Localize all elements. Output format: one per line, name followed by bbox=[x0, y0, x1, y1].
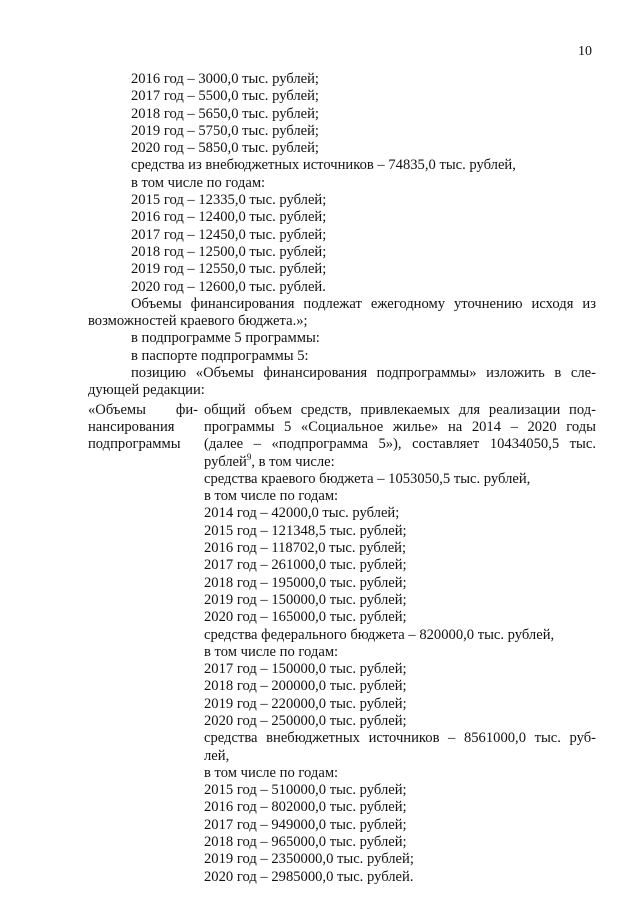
list-item: в том числе по годам: bbox=[131, 174, 266, 191]
label-word: фи- bbox=[175, 401, 198, 418]
list-item: 2017 год – 261000,0 тыс. рублей; bbox=[204, 557, 407, 574]
footnote-marker: 9 bbox=[246, 451, 252, 462]
list-item: 2020 год – 250000,0 тыс. рублей; bbox=[204, 712, 407, 729]
paragraph-line: позицию «Объемы финансирования подпрограммы» изложить в сле- bbox=[131, 365, 596, 382]
list-item: 2016 год – 12400,0 тыс. рублей; bbox=[131, 209, 327, 226]
document-body bbox=[88, 71, 596, 886]
paragraph-line: возможностей краевого бюджета.»; bbox=[88, 313, 308, 330]
paragraph-line: общий объем средств, привлекаемых для реализации под- bbox=[204, 401, 596, 418]
funding-table bbox=[88, 402, 596, 886]
list-item: 2017 год – 12450,0 тыс. рублей; bbox=[131, 226, 327, 243]
list-item: 2017 год – 150000,0 тыс. рублей; bbox=[204, 661, 407, 678]
list-item: в том числе по годам: bbox=[204, 643, 339, 660]
list-item: средства из внебюджетных источников – 74835,0 тыс. рублей, bbox=[131, 157, 516, 174]
list-item: в том числе по годам: bbox=[204, 488, 339, 505]
table-body-cell bbox=[204, 402, 596, 886]
list-item: 2016 год – 118702,0 тыс. рублей; bbox=[204, 540, 407, 557]
label-word: «Объемы bbox=[88, 401, 146, 418]
paragraph-line: дующей редакции: bbox=[88, 382, 205, 399]
list-item: 2020 год – 5850,0 тыс. рублей; bbox=[131, 140, 319, 157]
list-item: средства федерального бюджета – 820000,0 тыс. рублей, bbox=[204, 626, 555, 643]
label-line: нансирования bbox=[88, 418, 175, 435]
list-item: 2015 год – 121348,5 тыс. рублей; bbox=[204, 522, 407, 539]
paragraph-line: средства внебюджетных источников – 8561000,0 тыс. руб- bbox=[204, 730, 596, 747]
paragraph-line: (далее – «подпрограмма 5»), составляет 10434050,5 тыс. bbox=[204, 436, 596, 453]
paragraph-line: программы 5 «Социальное жилье» на 2014 – 2020 годы bbox=[204, 418, 596, 435]
list-item: 2019 год – 12550,0 тыс. рублей; bbox=[131, 261, 327, 278]
list-item: 2017 год – 5500,0 тыс. рублей; bbox=[131, 88, 319, 105]
list-item: в том числе по годам: bbox=[204, 764, 339, 781]
page-number: 10 bbox=[578, 44, 592, 59]
text-run: , в том числе: bbox=[251, 453, 335, 470]
list-item: 2016 год – 3000,0 тыс. рублей; bbox=[131, 71, 319, 87]
paragraph-line: в подпрограмме 5 программы: bbox=[131, 330, 320, 347]
list-item: 2015 год – 510000,0 тыс. рублей; bbox=[204, 782, 407, 799]
list-item: 2018 год – 965000,0 тыс. рублей; bbox=[204, 834, 407, 851]
list-item: 2020 год – 2985000,0 тыс. рублей. bbox=[204, 868, 414, 885]
top-funding-list bbox=[88, 71, 596, 296]
paragraph-line bbox=[204, 451, 596, 471]
list-item: 2019 год – 5750,0 тыс. рублей; bbox=[131, 122, 319, 139]
list-item: средства краевого бюджета – 1053050,5 тыс. рублей, bbox=[204, 470, 531, 487]
paragraph-line: в паспорте подпрограммы 5: bbox=[131, 347, 309, 364]
list-item: 2020 год – 165000,0 тыс. рублей; bbox=[204, 609, 407, 626]
list-item: 2016 год – 802000,0 тыс. рублей; bbox=[204, 799, 407, 816]
list-item: 2018 год – 200000,0 тыс. рублей; bbox=[204, 678, 407, 695]
text-run: рублей bbox=[204, 453, 247, 470]
list-item: 2018 год – 12500,0 тыс. рублей; bbox=[131, 243, 327, 260]
list-item: 2014 год – 42000,0 тыс. рублей; bbox=[204, 505, 400, 522]
list-item: 2019 год – 150000,0 тыс. рублей; bbox=[204, 591, 407, 608]
list-item: 2019 год – 220000,0 тыс. рублей; bbox=[204, 695, 407, 712]
label-line bbox=[88, 402, 198, 419]
list-item: 2018 год – 5650,0 тыс. рублей; bbox=[131, 105, 319, 122]
paragraph-line: лей, bbox=[204, 747, 230, 764]
label-line: подпрограммы bbox=[88, 436, 181, 453]
list-item: 2015 год – 12335,0 тыс. рублей; bbox=[131, 192, 327, 209]
list-item: 2019 год – 2350000,0 тыс. рублей; bbox=[204, 851, 414, 868]
paragraph-line: Объемы финансирования подлежат ежегодному уточнению исходя из bbox=[131, 295, 596, 312]
list-item: 2017 год – 949000,0 тыс. рублей; bbox=[204, 816, 407, 833]
list-item: 2018 год – 195000,0 тыс. рублей; bbox=[204, 574, 407, 591]
table-label-cell bbox=[88, 402, 198, 454]
list-item: 2020 год – 12600,0 тыс. рублей. bbox=[131, 278, 326, 295]
